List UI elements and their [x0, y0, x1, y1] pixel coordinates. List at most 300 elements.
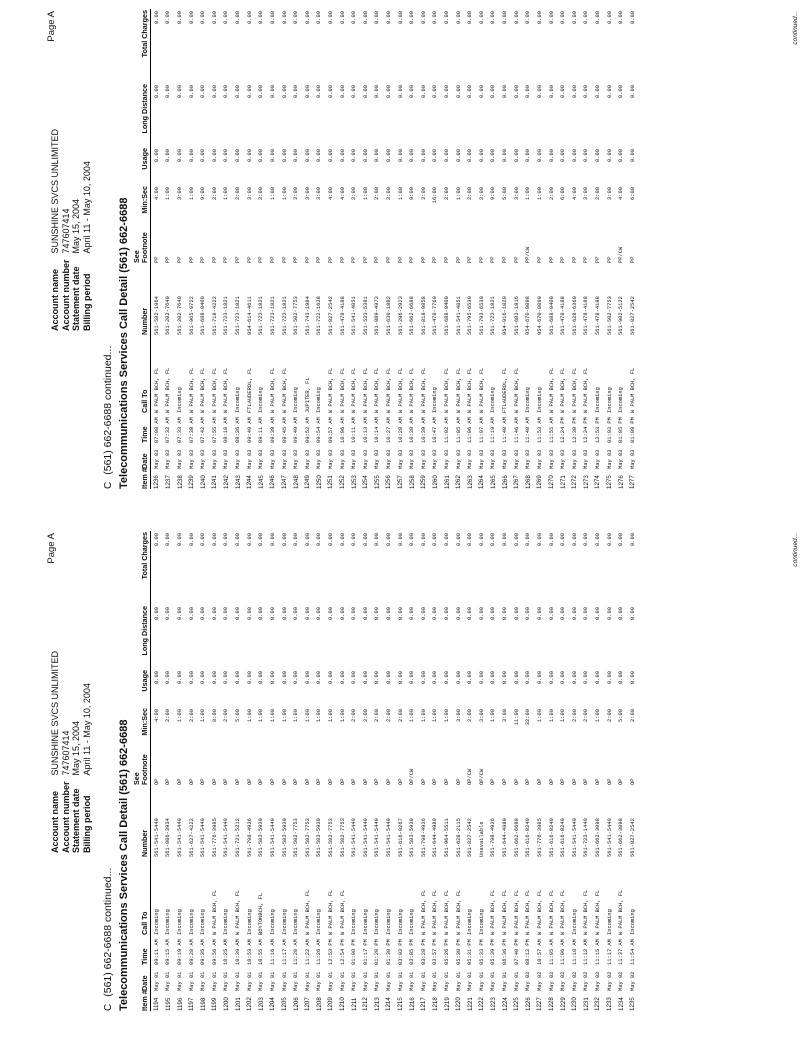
cell-footnote: OP — [525, 778, 532, 785]
cell-total-charges: 0.00 — [490, 533, 497, 546]
continued-header-text: (561) 662-6688 continued... — [102, 867, 114, 997]
cell-footnote: PP — [432, 256, 439, 263]
cell-long-distance: 0.00 — [467, 85, 474, 98]
cell-usage: 0.00 — [478, 149, 485, 162]
cell-footnote: OP — [223, 778, 230, 785]
cell-call-to: W PALM BCH, FL — [455, 367, 462, 413]
cell-long-distance: 0.00 — [594, 607, 601, 620]
cell-time: 11:40 AM — [502, 417, 509, 443]
cell-long-distance: 0.00 — [618, 607, 625, 620]
cell-usage: 0.00 — [235, 671, 242, 684]
cell-usage: 0.00 — [316, 671, 323, 684]
cell-long-distance: 0.00 — [293, 85, 300, 98]
cell-call-to: Incoming — [223, 909, 230, 935]
cell-number: 561-723-1821 — [269, 296, 276, 335]
account-name-label: Account name — [50, 268, 60, 331]
cell-date: May 02 — [629, 971, 636, 991]
cell-time: 10:39 AM — [235, 939, 242, 965]
cell-minsec: 2:00 — [594, 187, 601, 200]
cell-usage: 0.00 — [444, 149, 451, 162]
cell-usage: 0.00 — [618, 671, 625, 684]
cell-minsec: 4:00 — [153, 187, 160, 200]
cell-call-to: Incoming — [351, 909, 358, 935]
cell-date: May 01 — [235, 971, 242, 991]
cell-usage: 0.00 — [502, 671, 509, 684]
cell-long-distance: 0.00 — [374, 607, 381, 620]
cell-date: May 03 — [606, 449, 613, 469]
cell-number: 954-916-1020 — [502, 296, 509, 335]
cell-number: 561-502-7753 — [293, 296, 300, 335]
cell-date: May 01 — [513, 971, 520, 991]
cell-footnote: OP — [571, 778, 578, 785]
cell-item: 1270 — [548, 475, 556, 489]
cell-time: 10:11 AM — [351, 417, 358, 443]
cell-footnote: PP — [594, 256, 601, 263]
cell-total-charges: 0.00 — [188, 533, 195, 546]
cell-time: 01:05 PM — [618, 417, 625, 443]
cell-footnote: OP — [455, 778, 462, 785]
billing-period-value: April 11 - May 10, 2004 — [81, 161, 92, 254]
cell-total-charges: 0.00 — [606, 11, 613, 24]
call-row — [197, 531, 209, 1011]
cell-number: 561-688-0400 — [200, 296, 207, 335]
cell-long-distance: 0.00 — [351, 607, 358, 620]
call-row — [395, 531, 407, 1011]
cell-item: 1209 — [327, 997, 335, 1011]
call-row — [523, 9, 535, 489]
cell-time: 10:57 AM — [536, 939, 543, 965]
cell-usage: 0.00 — [432, 149, 439, 162]
call-row — [267, 9, 279, 489]
cell-item: 1200 — [222, 997, 230, 1011]
cell-call-to: W PALM BCH, FL — [560, 367, 567, 413]
cell-long-distance: 0.00 — [629, 85, 636, 98]
cell-usage: 0.00 — [455, 671, 462, 684]
cell-minsec: 2:00 — [223, 709, 230, 722]
cell-total-charges: 0.00 — [536, 11, 543, 24]
cell-usage: 0.00 — [513, 149, 520, 162]
cell-date: May 01 — [351, 971, 358, 991]
cell-time: 10:53 AM — [246, 939, 253, 965]
billing-period-value: April 11 - May 10, 2004 — [81, 683, 92, 776]
cell-number: 561-630-1882 — [385, 296, 392, 335]
cell-item: 1276 — [617, 475, 625, 489]
cell-item: 1226 — [524, 997, 532, 1011]
col-date: Date — [132, 965, 151, 991]
cell-usage: 0.00 — [177, 149, 184, 162]
cell-item: 1206 — [292, 997, 300, 1011]
cell-number: 561-503-5930 — [258, 818, 265, 857]
cell-minsec: 9:00 — [200, 187, 207, 200]
cell-call-to: Incoming — [235, 387, 242, 413]
cell-call-to: W PALM BCH, FL — [339, 367, 346, 413]
cell-minsec: 1:00 — [304, 709, 311, 722]
cell-call-to: Incoming — [478, 909, 485, 935]
cell-item: 1196 — [176, 997, 184, 1011]
cell-usage: 0.00 — [560, 149, 567, 162]
cell-minsec: 2:00 — [211, 187, 218, 200]
cell-footnote: OP — [490, 778, 497, 785]
call-row — [279, 531, 291, 1011]
cell-call-to: W PALM BCH, FL — [536, 889, 543, 935]
call-row — [279, 9, 291, 489]
cell-date: May 03 — [258, 449, 265, 469]
cell-footnote: PP — [467, 256, 474, 263]
cell-usage: 0.00 — [339, 671, 346, 684]
cell-time: 05:33 PM — [478, 939, 485, 965]
cell-usage: 0.00 — [327, 149, 334, 162]
cell-call-to: Incoming — [409, 909, 416, 935]
cell-date: May 01 — [385, 971, 392, 991]
cell-time: 12:53 PM — [594, 417, 601, 443]
section-letter: C — [103, 481, 114, 489]
cell-usage: 0.00 — [583, 671, 590, 684]
cell-time: 09:39 AM — [269, 417, 276, 443]
cell-long-distance: 0.00 — [548, 607, 555, 620]
statement-date-label: Statement date — [71, 788, 81, 853]
cell-number: 561-688-0400 — [548, 296, 555, 335]
cell-item: 1236 — [153, 475, 161, 489]
cell-long-distance: 0.00 — [258, 85, 265, 98]
cell-footnote: OP — [258, 778, 265, 785]
cell-number: 561-722-1628 — [316, 296, 323, 335]
cell-item: 1199 — [211, 997, 219, 1011]
account-name-label: Account name — [50, 790, 60, 853]
col-long-distance: Long Distance — [132, 605, 151, 669]
call-row — [232, 531, 244, 1011]
cell-usage: 0.00 — [351, 671, 358, 684]
section-letter: C — [103, 1003, 114, 1011]
cell-item: 1268 — [524, 475, 532, 489]
cell-usage: 0.00 — [560, 671, 567, 684]
cell-usage: 0.00 — [571, 149, 578, 162]
cell-long-distance: 0.00 — [281, 85, 288, 98]
cell-footnote: PP — [606, 256, 613, 263]
call-row — [557, 531, 569, 1011]
cell-call-to: Incoming — [316, 387, 323, 413]
cell-footnote: OP — [153, 778, 160, 785]
cell-number: 561-688-0400 — [444, 296, 451, 335]
col-date: Date — [132, 443, 151, 469]
cell-footnote: OP — [339, 778, 346, 785]
cell-number: 561-541-5449 — [200, 818, 207, 857]
cell-time: 07:42 AM — [200, 417, 207, 443]
cell-footnote: PP — [385, 256, 392, 263]
cell-usage: 0.00 — [153, 149, 160, 162]
cell-call-to: W PALM BCH, FL — [200, 367, 207, 413]
cell-total-charges: 0.00 — [478, 11, 485, 24]
cell-item: 1217 — [420, 997, 428, 1011]
cell-minsec: 1:00 — [455, 187, 462, 200]
cell-call-to: Incoming — [177, 387, 184, 413]
cell-footnote: PP — [177, 256, 184, 263]
cell-footnote: PP — [455, 256, 462, 263]
cell-total-charges: 0.00 — [316, 11, 323, 24]
cell-long-distance: 0.00 — [583, 607, 590, 620]
cell-item: 1213 — [373, 997, 381, 1011]
cell-date: May 03 — [211, 449, 218, 469]
cell-date: May 03 — [525, 449, 532, 469]
call-row — [209, 9, 221, 489]
cell-minsec: 4:00 — [153, 709, 160, 722]
cell-item: 1247 — [281, 475, 288, 489]
cell-item: 1224 — [501, 997, 509, 1011]
cell-usage: 0.00 — [420, 671, 427, 684]
cell-date: May 03 — [513, 449, 520, 469]
cell-date: May 03 — [200, 449, 207, 469]
cell-usage: 0.00 — [211, 149, 218, 162]
call-row — [592, 9, 604, 489]
cell-time: 11:19 AM — [490, 417, 497, 443]
cell-date: May 03 — [339, 449, 346, 469]
cell-number: 561-202-7640 — [165, 296, 172, 335]
cell-total-charges: 0.00 — [223, 11, 230, 24]
cell-minsec: 3:00 — [513, 187, 520, 200]
cell-minsec: 1:00 — [269, 187, 276, 200]
cell-minsec: 4:00 — [327, 187, 334, 200]
cell-date: May 02 — [618, 971, 625, 991]
cell-number: 561-541-5449 — [362, 818, 369, 857]
cell-footnote: OP — [327, 778, 334, 785]
cell-number: 561-628-6360 — [571, 296, 578, 335]
cell-item: 1242 — [222, 475, 230, 489]
cell-total-charges: 0.00 — [467, 533, 474, 546]
cell-footnote: OP — [583, 778, 590, 785]
cell-usage: 0.00 — [536, 671, 543, 684]
cell-usage: 0.00 — [548, 149, 555, 162]
cell-time: 11:16 AM — [269, 939, 276, 965]
cell-call-to: W PALM BCH, FL — [385, 367, 392, 413]
cell-item: 1207 — [304, 997, 312, 1011]
cell-date: May 03 — [188, 449, 195, 469]
cell-call-to: Incoming — [571, 909, 578, 935]
cell-date: May 03 — [432, 449, 439, 469]
cell-call-to: Incoming — [188, 909, 195, 935]
cell-footnote: PP — [409, 256, 416, 263]
cell-item: 1263 — [466, 475, 474, 489]
cell-minsec: 1:00 — [258, 709, 265, 722]
cell-long-distance: 0.00 — [490, 607, 497, 620]
cell-usage: 0.00 — [432, 671, 439, 684]
cell-total-charges: 0.00 — [200, 533, 207, 546]
call-detail-table — [132, 531, 639, 1011]
cell-total-charges: 0.00 — [548, 533, 555, 546]
cell-usage: 0.00 — [211, 671, 218, 684]
call-row — [604, 531, 616, 1011]
cell-footnote: PP — [258, 256, 265, 263]
col-usage: Usage — [132, 147, 151, 185]
cell-long-distance: 0.00 — [177, 85, 184, 98]
cell-minsec: 2:00 — [188, 709, 195, 722]
cell-item: 1221 — [466, 997, 474, 1011]
cell-call-to: Incoming — [281, 909, 288, 935]
cell-footnote: OP — [200, 778, 207, 785]
cell-date: May 01 — [409, 971, 416, 991]
col-footnote: See Footnote — [132, 745, 151, 785]
cell-footnote: PP — [281, 256, 288, 263]
cell-long-distance: 0.00 — [467, 607, 474, 620]
cell-footnote: OP — [281, 778, 288, 785]
cell-item: 1211 — [350, 997, 358, 1011]
call-row — [406, 9, 418, 489]
call-row — [267, 531, 279, 1011]
cell-call-to: W PALM BCH, FL — [165, 367, 172, 413]
cell-item: 1277 — [629, 475, 637, 489]
cell-long-distance: 0.00 — [513, 607, 520, 620]
cell-number: 561-616-8240 — [525, 818, 532, 857]
cell-time: 11:02 AM — [444, 417, 451, 443]
cell-long-distance: 0.00 — [571, 85, 578, 98]
cell-number: 561-827-2542 — [629, 296, 636, 335]
statement-date-label: Statement date — [71, 266, 81, 331]
cell-minsec: 1:00 — [548, 709, 555, 722]
cell-time: 09:11 AM — [153, 939, 160, 965]
billing-period-label: Billing period — [81, 273, 92, 331]
cell-item: 1223 — [489, 997, 497, 1011]
cell-minsec: 1:00 — [177, 709, 184, 722]
cell-date: May 01 — [316, 971, 323, 991]
cell-item: 1210 — [339, 997, 347, 1011]
cell-minsec: 2:00 — [571, 709, 578, 722]
cell-minsec: 3:00 — [177, 187, 184, 200]
cell-total-charges: 0.00 — [385, 11, 392, 24]
call-row — [546, 9, 558, 489]
call-row — [627, 531, 639, 1011]
cell-total-charges: 0.00 — [246, 533, 253, 546]
cell-long-distance: 0.00 — [444, 607, 451, 620]
cell-footnote: PP — [269, 256, 276, 263]
cell-total-charges: 0.00 — [397, 11, 404, 24]
cell-item: 1205 — [281, 997, 288, 1011]
call-row — [418, 531, 430, 1011]
cell-usage: 0.00 — [281, 671, 288, 684]
cell-date: May 01 — [200, 971, 207, 991]
cell-item: 1252 — [339, 475, 347, 489]
cell-item: 1245 — [257, 475, 265, 489]
cell-call-to: W PALM BCH, FL — [339, 889, 346, 935]
call-row — [348, 9, 360, 489]
cell-time: 10:25 AM — [223, 939, 230, 965]
cell-long-distance: 0.00 — [327, 85, 334, 98]
cell-usage: 0.00 — [397, 149, 404, 162]
cell-long-distance: 0.00 — [502, 607, 509, 620]
cell-minsec: 4:00 — [339, 187, 346, 200]
cell-number: 561-478-4188 — [583, 296, 590, 335]
cell-date: May 03 — [583, 449, 590, 469]
cell-call-to: W PALM BCH, FL — [211, 889, 218, 935]
cell-date: May 03 — [571, 449, 578, 469]
cell-usage: 0.00 — [188, 671, 195, 684]
cell-call-to: Incoming — [293, 909, 300, 935]
cell-date: May 03 — [269, 449, 276, 469]
cell-minsec: 2:00 — [385, 187, 392, 200]
cell-time: 11:07 AM — [478, 417, 485, 443]
cell-usage: 0.00 — [200, 149, 207, 162]
cell-time: 10:13 AM — [362, 417, 369, 443]
cell-time: 06:36 PM — [502, 939, 509, 965]
cell-date: May 03 — [409, 449, 416, 469]
cell-usage: 0.00 — [385, 149, 392, 162]
cell-number: 561-503-5930 — [281, 818, 288, 857]
cell-time: 07:55 AM — [211, 417, 218, 443]
cell-item: 1239 — [188, 475, 196, 489]
cell-date: May 03 — [351, 449, 358, 469]
cell-item: 1244 — [246, 475, 254, 489]
continued-header-text: (561) 662-6688 continued... — [102, 345, 114, 475]
cell-long-distance: 0.00 — [397, 607, 404, 620]
cell-total-charges: 0.00 — [327, 11, 334, 24]
cell-call-to: W PALM BCH, FL — [420, 367, 427, 413]
col-item: Item # — [132, 469, 151, 489]
cell-time: 09:11 AM — [258, 417, 265, 443]
cell-usage: 0.00 — [293, 149, 300, 162]
cell-call-to: Incoming — [525, 387, 532, 413]
cell-total-charges: 0.00 — [560, 533, 567, 546]
cell-item: 1271 — [559, 475, 567, 489]
cell-footnote: OP — [444, 778, 451, 785]
cell-item: 1269 — [536, 475, 544, 489]
cell-total-charges: 0.00 — [432, 533, 439, 546]
cell-usage: 0.00 — [362, 671, 369, 684]
cell-total-charges: 0.00 — [165, 11, 172, 24]
cell-date: May 01 — [502, 971, 509, 991]
cell-footnote: OP — [502, 778, 509, 785]
cell-date: May 01 — [444, 971, 451, 991]
cell-total-charges: 0.00 — [153, 533, 160, 546]
cell-footnote: PP — [583, 256, 590, 263]
cell-call-to: Incoming — [269, 909, 276, 935]
cell-usage: 0.00 — [571, 671, 578, 684]
cell-number: 561-889-4973 — [374, 296, 381, 335]
account-number-value: 747607414 — [60, 208, 71, 254]
cell-number: 561-478-4188 — [560, 296, 567, 335]
cell-minsec: 2:00 — [467, 187, 474, 200]
call-row — [163, 531, 175, 1011]
cell-time: 10:30 AM — [409, 417, 416, 443]
cell-date: May 01 — [165, 971, 172, 991]
cell-usage: 0.00 — [629, 671, 636, 684]
cell-usage: 0.00 — [490, 149, 497, 162]
cell-number: 561-683-1816 — [513, 296, 520, 335]
cell-long-distance: 0.00 — [304, 607, 311, 620]
cell-total-charges: 0.00 — [258, 533, 265, 546]
cell-long-distance: 0.00 — [188, 607, 195, 620]
call-row — [499, 531, 511, 1011]
cell-date: May 03 — [223, 449, 230, 469]
cell-date: May 03 — [362, 449, 369, 469]
cell-long-distance: 0.00 — [606, 85, 613, 98]
cell-call-to: Incoming — [629, 909, 636, 935]
cell-call-to: W PALM BCH, FL — [629, 367, 636, 413]
cell-total-charges: 0.00 — [478, 533, 485, 546]
col-item: Item # — [132, 991, 151, 1011]
account-name-value: SUNSHINE SVCS UNLIMITED — [50, 128, 60, 254]
call-row — [255, 531, 267, 1011]
cell-date: May 01 — [258, 971, 265, 991]
cell-item: 1194 — [153, 997, 161, 1011]
cell-item: 1256 — [385, 475, 393, 489]
cell-number: 561-818-9858 — [420, 296, 427, 335]
cell-call-to: Incoming — [432, 387, 439, 413]
cell-footnote: PP — [188, 256, 195, 263]
call-row — [523, 531, 535, 1011]
cell-usage: 0.00 — [246, 671, 253, 684]
cell-date: May 03 — [420, 449, 427, 469]
cell-long-distance: 0.00 — [490, 85, 497, 98]
cell-footnote: PP — [502, 256, 509, 263]
cell-footnote: OP — [165, 778, 172, 785]
cell-minsec: 1:00 — [490, 709, 497, 722]
